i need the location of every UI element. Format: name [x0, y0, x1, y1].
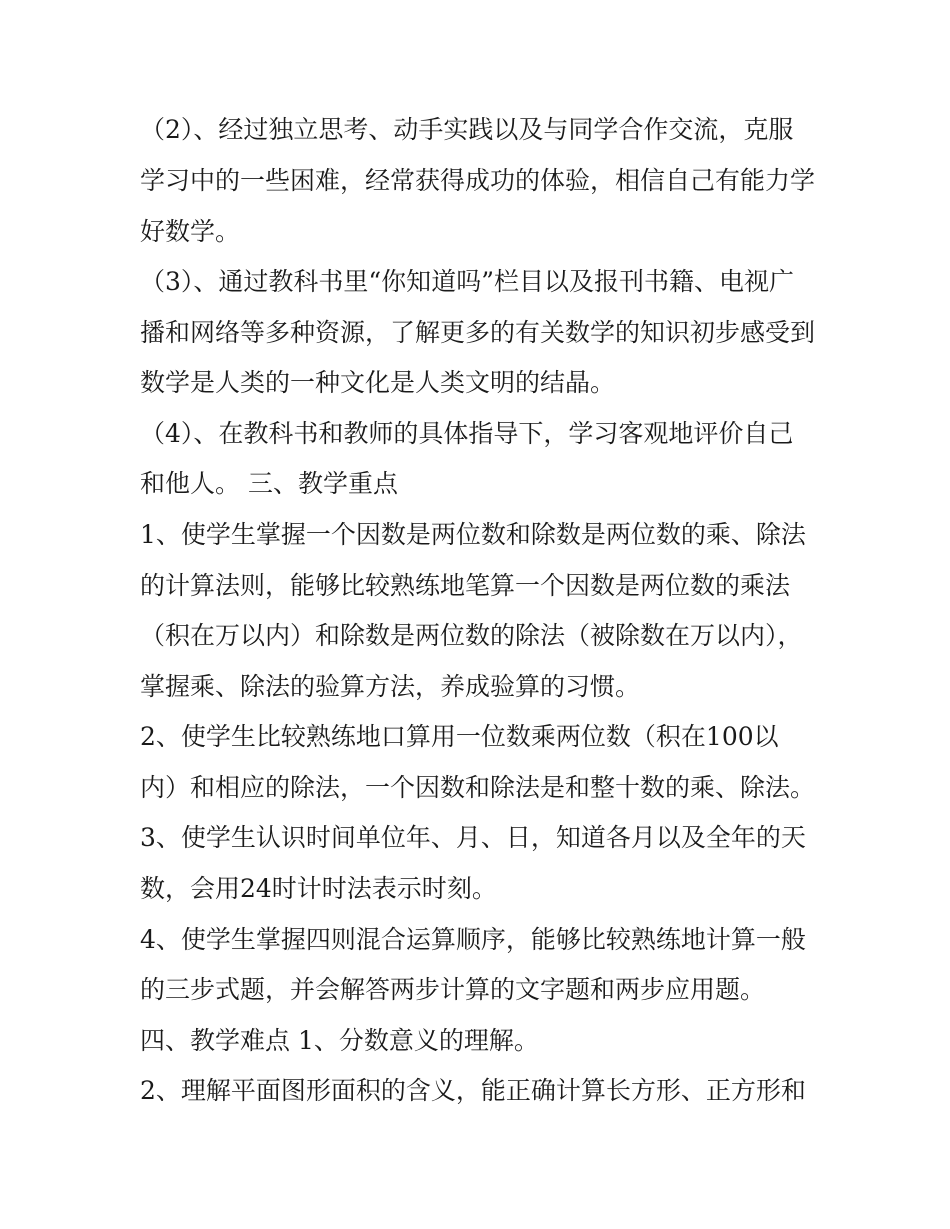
text-line: （2）、经过独立思考、动手实践以及与同学合作交流，克服	[140, 115, 794, 144]
text-line: 的三步式题，并会解答两步计算的文字题和两步应用题。	[140, 975, 766, 1004]
text-line: 2、使学生比较熟练地口算用一位数乘两位数（积在100以	[140, 722, 779, 751]
text-line: 4、使学生掌握四则混合运算顺序，能够比较熟练地计算一般	[140, 925, 806, 954]
text-line: 的计算法则，能够比较熟练地笔算一个因数是两位数的乘法	[140, 571, 791, 600]
text-line: 数，会用24时计时法表示时刻。	[140, 874, 497, 903]
text-line: 好数学。	[140, 217, 241, 246]
text-line: 四、教学难点 1、分数意义的理解。	[140, 1026, 539, 1055]
text-line: 内）和相应的除法，一个因数和除法是和整十数的乘、除法。	[140, 773, 816, 802]
text-line: 1、使学生掌握一个因数是两位数和除数是两位数的乘、除法	[140, 520, 806, 549]
text-line: （积在万以内）和除数是两位数的除法（被除数在万以内），	[140, 621, 803, 650]
text-line: 数学是人类的一种文化是人类文明的结晶。	[140, 368, 616, 397]
text-line: 和他人。 三、教学重点	[140, 469, 398, 498]
text-line: 学习中的一些困难，经常获得成功的体验，相信自己有能力学	[140, 166, 816, 195]
text-line: （3）、通过教科书里“你知道吗”栏目以及报刊书籍、电视广	[140, 267, 794, 296]
text-line: 播和网络等多种资源，了解更多的有关数学的知识初步感受到	[140, 318, 816, 347]
text-line: 2、理解平面图形面积的含义，能正确计算长方形、正方形和	[140, 1076, 806, 1105]
text-line: 掌握乘、除法的验算方法，养成验算的习惯。	[140, 672, 641, 701]
text-line: 3、使学生认识时间单位年、月、日，知道各月以及全年的天	[140, 823, 806, 852]
text-line: （4）、在教科书和教师的具体指导下，学习客观地评价自己	[140, 419, 794, 448]
